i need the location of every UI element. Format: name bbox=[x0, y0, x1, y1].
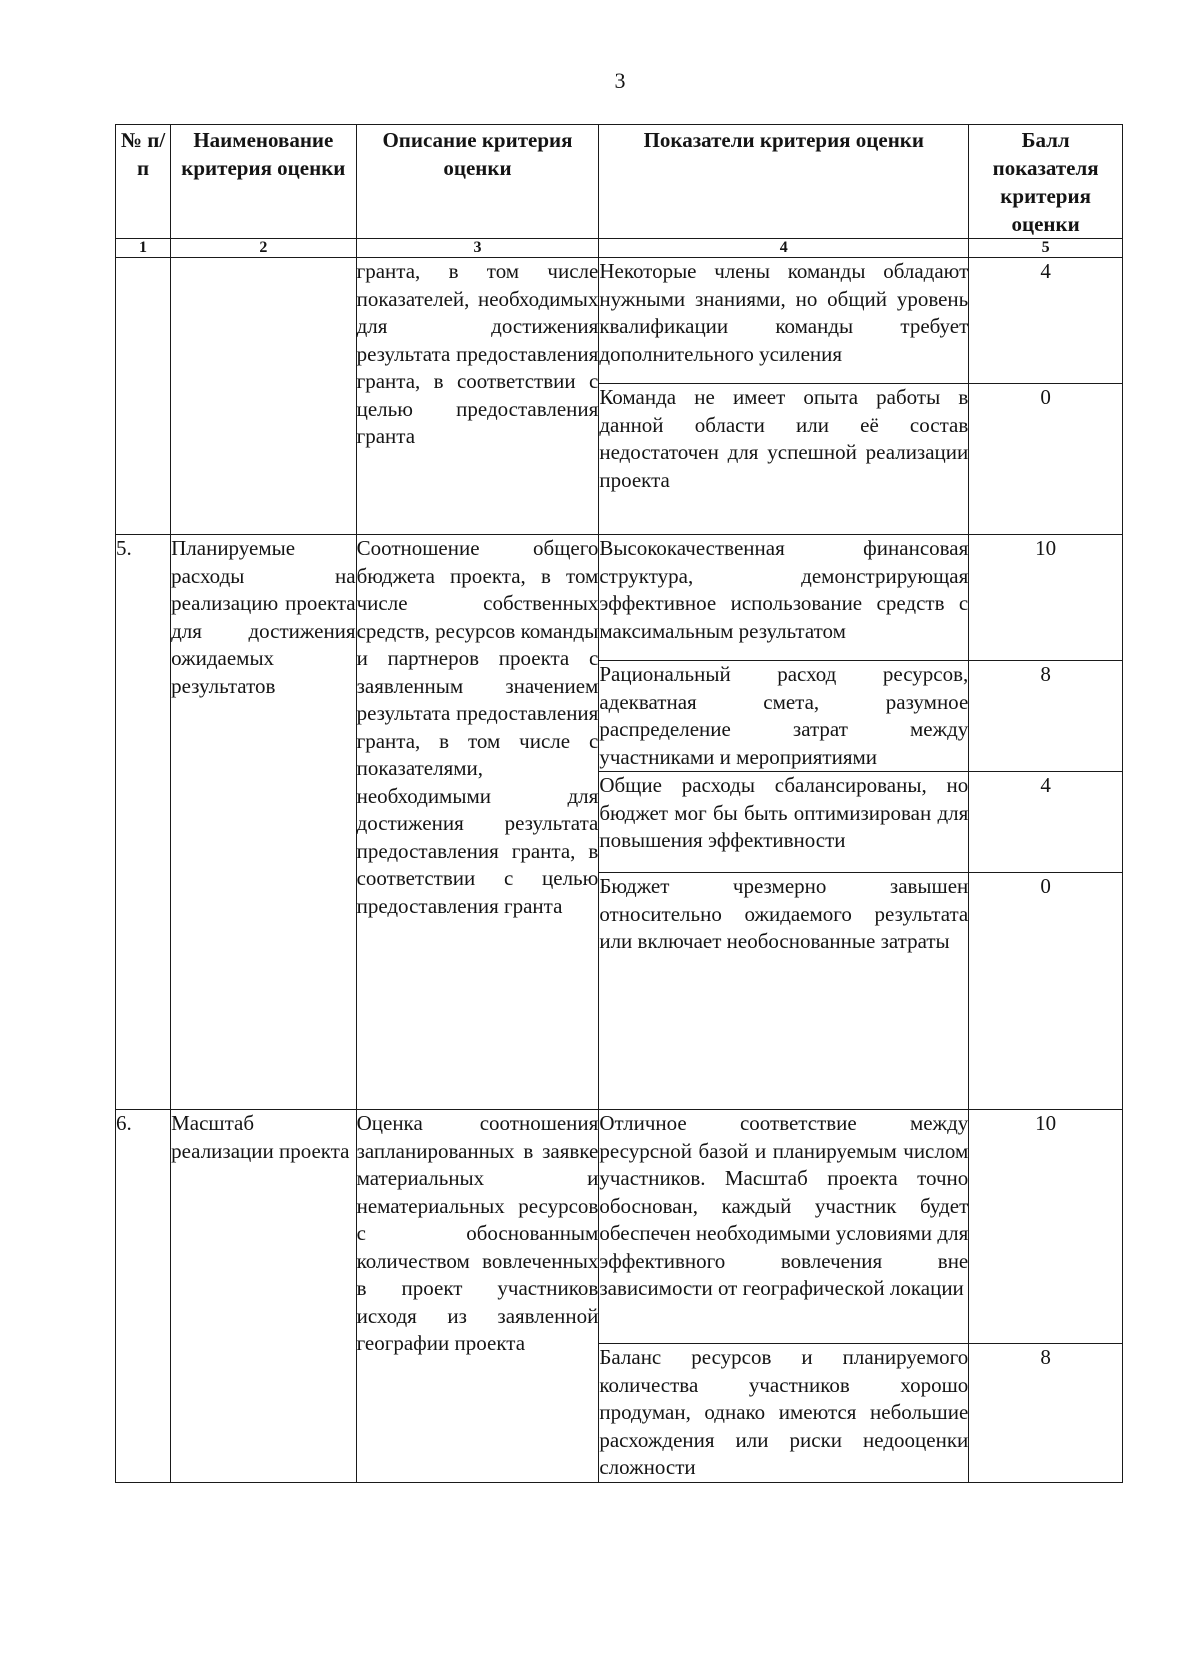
column-number-3: 3 bbox=[356, 239, 599, 258]
indicator-text: Общие расходы сбалансированы, но бюджет мог бы быть оптимизирован для повышения эффективности bbox=[599, 772, 969, 873]
indicator-text: Высококачественная финансовая структура, демонстрирующая эффективное использование средств с максимальным результатом bbox=[599, 535, 969, 661]
indicator-score: 8 bbox=[969, 661, 1123, 772]
indicator-score: 8 bbox=[969, 1344, 1123, 1483]
criterion-name: Планируемые расходы на реализацию проекта для достижения ожидаемых результатов bbox=[171, 535, 356, 1110]
row-number bbox=[116, 258, 171, 535]
indicator-text: Рациональный расход ресурсов, адекватная смета, разумное распределение затрат между участниками и мероприятиями bbox=[599, 661, 969, 772]
indicator-text: Отличное соответствие между ресурсной базой и планируемым числом участников. Масштаб проекта точно обоснован, каждый участник будет обеспечен необходимыми условиями для эффективного вовлечения вне зависимости от географической локации bbox=[599, 1110, 969, 1344]
table-row bbox=[116, 1110, 1123, 1344]
criterion-description: Соотношение общего бюджета проекта, в том числе собственных средств, ресурсов команды и партнеров проекта с заявленным значением результата предоставления гранта, в том числе с показателями, необходимыми для достижения результата предоставления гранта, в соответствии с целью предоставления гранта bbox=[356, 535, 599, 1110]
indicator-score: 4 bbox=[969, 258, 1123, 384]
indicator-text: Баланс ресурсов и планируемого количества участников хорошо продуман, однако имеются небольшие расхождения или риски недооценки сложности bbox=[599, 1344, 969, 1483]
column-number-1: 1 bbox=[116, 239, 171, 258]
criteria-table bbox=[115, 124, 1123, 1483]
criterion-name bbox=[171, 258, 356, 535]
indicator-score: 10 bbox=[969, 1110, 1123, 1344]
indicator-score: 10 bbox=[969, 535, 1123, 661]
column-number-5: 5 bbox=[969, 239, 1123, 258]
indicator-score: 0 bbox=[969, 384, 1123, 535]
indicator-text: Бюджет чрезмерно завышен относительно ожидаемого результата или включает необоснованные затраты bbox=[599, 873, 969, 1110]
criterion-name: Масштаб реализации проекта bbox=[171, 1110, 356, 1483]
criterion-description: гранта, в том числе показателей, необходимых для достижения результата предоставления гранта, в соответствии с целью предоставления гранта bbox=[356, 258, 599, 535]
header-criterion-name: Наименование критерия оценки bbox=[171, 125, 356, 239]
column-number-2: 2 bbox=[171, 239, 356, 258]
page-number: 3 bbox=[614, 68, 626, 93]
header-criterion-indicators: Показатели критерия оценки bbox=[599, 125, 969, 239]
header-criterion-description: Описание критерия оценки bbox=[356, 125, 599, 239]
header-number: № п/п bbox=[116, 125, 171, 239]
indicator-text: Команда не имеет опыта работы в данной области или её состав недостаточен для успешной реализации проекта bbox=[599, 384, 969, 535]
indicator-score: 4 bbox=[969, 772, 1123, 873]
indicator-score: 0 bbox=[969, 873, 1123, 1110]
criterion-description: Оценка соотношения запланированных в заявке материальных и нематериальных ресурсов с обоснованным количеством вовлеченных в проект участников исходя из заявленной географии проекта bbox=[356, 1110, 599, 1483]
column-number-4: 4 bbox=[599, 239, 969, 258]
header-score: Балл показателя критерия оценки bbox=[969, 125, 1123, 239]
indicator-text: Некоторые члены команды обладают нужными знаниями, но общий уровень квалификации команды требует дополнительного усиления bbox=[599, 258, 969, 384]
table-row bbox=[116, 535, 1123, 661]
row-number: 5. bbox=[116, 535, 171, 1110]
table-row bbox=[116, 258, 1123, 384]
row-number: 6. bbox=[116, 1110, 171, 1483]
